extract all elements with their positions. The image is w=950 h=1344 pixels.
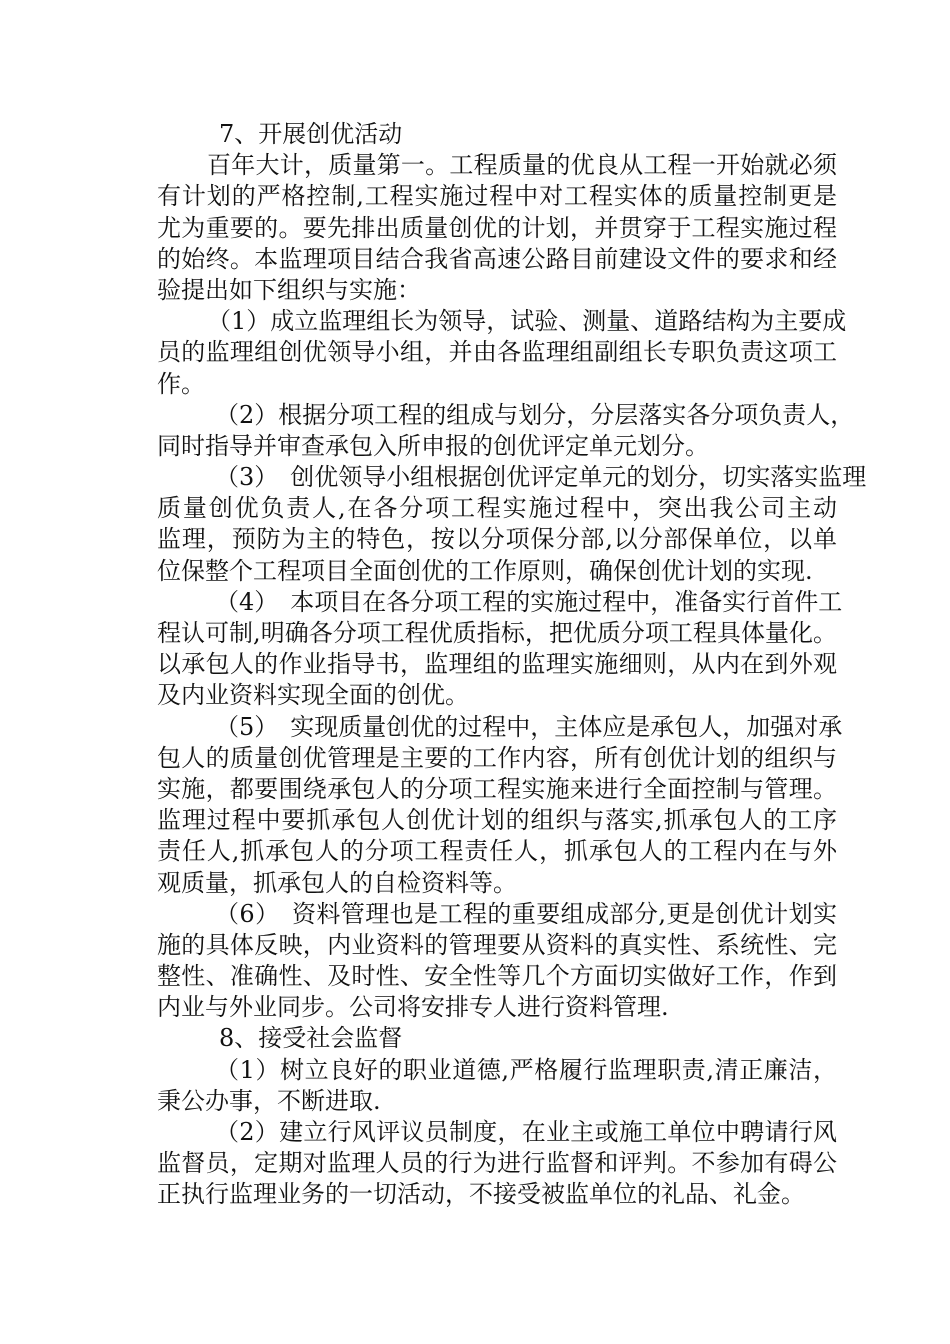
paragraph-line: （5） 实现质量创优的过程中，主体应是承包人，加强对承 bbox=[215, 712, 843, 741]
paragraph-line: 百年大计，质量第一。工程质量的优良从工程一开始就必须 bbox=[207, 151, 837, 180]
paragraph-line: （1）树立良好的职业道德,严格履行监理职责,清正廉洁， bbox=[215, 1055, 837, 1084]
paragraph-line: 尤为重要的。要先排出质量创优的计划，并贯穿于工程实施过程 bbox=[157, 213, 837, 242]
paragraph-line: 质量创优负责人,在各分项工程实施过程中，突出我公司主动 bbox=[157, 494, 837, 523]
paragraph-line: 内业与外业同步。公司将安排专人进行资料管理. bbox=[157, 993, 669, 1022]
list-item bbox=[157, 1055, 837, 1117]
paragraph-line: 同时指导并审查承包入所申报的创优评定单元划分。 bbox=[157, 431, 709, 460]
paragraph-line: （2）建立行风评议员制度，在业主或施工单位中聘请行风 bbox=[215, 1118, 837, 1146]
document-page bbox=[157, 119, 867, 1211]
paragraph-line: 监督员，定期对监理人员的行为进行监督和评判。不参加有碍公 bbox=[157, 1149, 837, 1178]
list-item bbox=[157, 400, 855, 462]
paragraph-line: 验提出如下组织与实施： bbox=[157, 275, 421, 304]
paragraph-line: 实施，都要围绕承包人的分项工程实施来进行全面控制与管理。 bbox=[157, 774, 837, 803]
paragraph-line: 整性、准确性、及时性、安全性等几个方面切实做好工作，作到 bbox=[157, 962, 837, 991]
paragraph-line: （1）成立监理组长为领导，试验、测量、道路结构为主要成 bbox=[207, 307, 847, 336]
paragraph-line: 监理过程中要抓承包人创优计划的组织与落实,抓承包人的工序 bbox=[157, 806, 837, 835]
paragraph-line: 位保整个工程项目全面创优的工作原则，确保创优计划的实现. bbox=[157, 556, 813, 585]
section-intro bbox=[157, 150, 837, 306]
paragraph-line: 的始终。本监理项目结合我省高速公路目前建设文件的要求和经 bbox=[157, 244, 837, 273]
paragraph-line: 作。 bbox=[157, 369, 205, 398]
section-heading: 8、接受社会监督 bbox=[219, 1024, 403, 1053]
paragraph-line: 秉公办事，不断进取. bbox=[157, 1086, 381, 1115]
paragraph-line: （2）根据分项工程的组成与划分，分层落实各分项负责人， bbox=[215, 400, 855, 429]
paragraph-line: 包人的质量创优管理是主要的工作内容，所有创优计划的组织与 bbox=[157, 743, 837, 772]
paragraph-line: （6） 资料管理也是工程的重要组成部分,更是创优计划实 bbox=[215, 899, 837, 928]
paragraph-line: （4） 本项目在各分项工程的实施过程中，准备实行首件工 bbox=[215, 587, 843, 616]
paragraph-line: 以承包人的作业指导书，监理组的监理实施细则，从内在到外观 bbox=[157, 650, 837, 679]
paragraph-line: 观质量，抓承包人的自检资料等。 bbox=[157, 868, 517, 897]
paragraph-line: 及内业资料实现全面的创优。 bbox=[157, 681, 469, 710]
list-item bbox=[157, 462, 867, 587]
section-heading: 7、开展创优活动 bbox=[219, 120, 403, 148]
paragraph-line: 施的具体反映，内业资料的管理要从资料的真实性、系统性、完 bbox=[157, 930, 837, 959]
paragraph-line: 有计划的严格控制,工程实施过程中对工程实体的质量控制更是 bbox=[157, 182, 837, 211]
list-item bbox=[157, 306, 847, 400]
list-item bbox=[157, 899, 837, 1024]
paragraph-line: 监理，预防为主的特色，按以分项保分部,以分部保单位，以单 bbox=[157, 525, 837, 554]
list-item bbox=[157, 1117, 837, 1211]
list-item bbox=[157, 587, 843, 712]
paragraph-line: 正执行监理业务的一切活动，不接受被监单位的礼品、礼金。 bbox=[157, 1180, 805, 1209]
list-item bbox=[157, 712, 843, 899]
paragraph-line: （3） 创优领导小组根据创优评定单元的划分，切实落实监理 bbox=[215, 463, 867, 492]
paragraph-line: 程认可制,明确各分项工程优质指标，把优质分项工程具体量化。 bbox=[157, 619, 837, 647]
paragraph-line: 员的监理组创优领导小组，并由各监理组副组长专职负责这项工 bbox=[157, 338, 837, 367]
paragraph-line: 责任人,抓承包人的分项工程责任人，抓承包人的工程内在与外 bbox=[157, 837, 837, 866]
